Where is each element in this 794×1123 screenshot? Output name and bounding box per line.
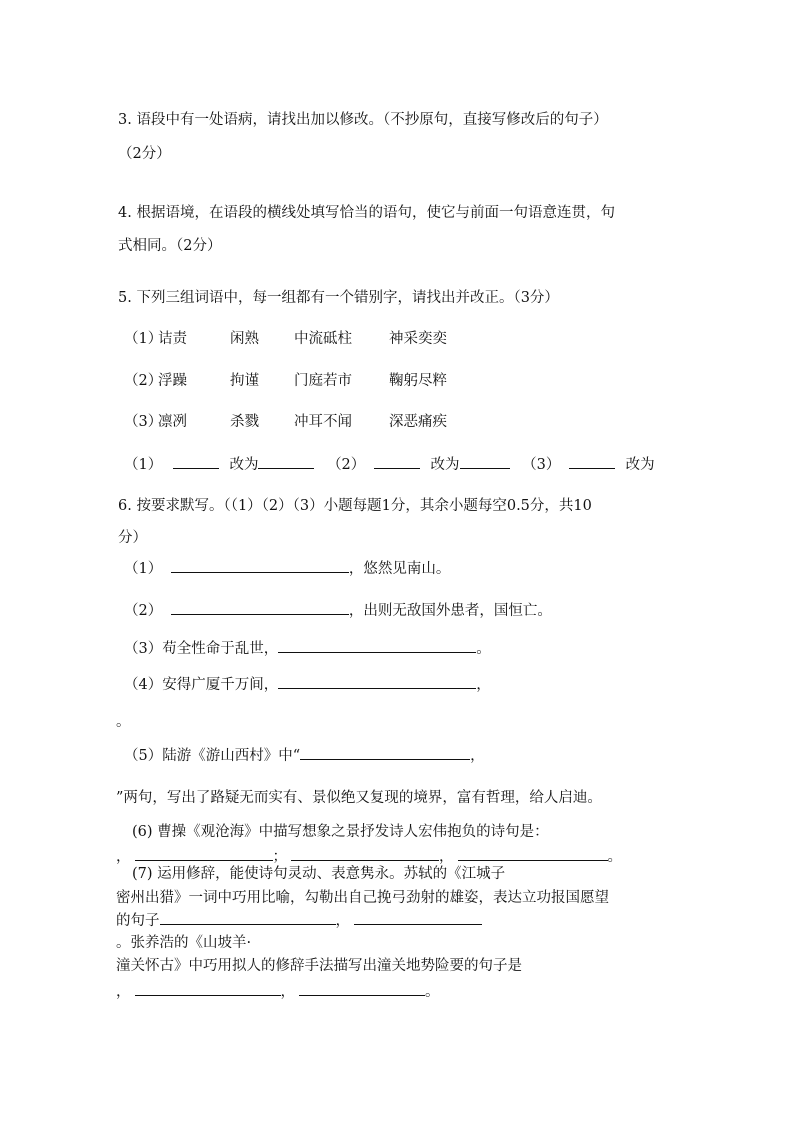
- answer-blank[interactable]: [278, 674, 476, 689]
- item-text: ，: [335, 913, 350, 929]
- answer-blank[interactable]: [354, 910, 482, 925]
- answer-blank[interactable]: [374, 454, 420, 469]
- answer-blank[interactable]: [171, 600, 349, 615]
- item-text: （3）苟全性命于乱世，: [124, 641, 279, 657]
- word: 鞠躬尽粹: [389, 373, 447, 389]
- group-num: （3）: [124, 414, 163, 430]
- word: 浮躁: [158, 373, 187, 389]
- q6-title-line2: 分）: [118, 530, 147, 546]
- q6-title-line1: 6. 按要求默写。（（1）（2）（3）小题每题1分，其余小题每空0.5分，共10: [118, 498, 592, 514]
- q3-line1: 3. 语段中有一处语病，请找出加以修改。（不抄原句，直接写修改后的句子）: [118, 112, 608, 128]
- q4-line1: 4. 根据语境，在语段的横线处填写恰当的语句，使它与前面一句语意连贯，句: [118, 205, 615, 221]
- q6-item-4-end: 。: [116, 714, 131, 730]
- answer-blank[interactable]: [299, 981, 425, 996]
- item-text: （4）安得广厦千万间，: [124, 677, 279, 693]
- item-text: （5）陆游《游山西村》中“: [124, 748, 301, 764]
- q6-item-7-line2: 密州出猎》一词中巧用比喻，勾勒出自己挽弓劲射的雄姿，表达立功报国愿望: [116, 890, 609, 906]
- item-num: （2）: [124, 603, 163, 619]
- answer-blank[interactable]: [171, 558, 349, 573]
- item-text: ，出则无敌国外患者，国恒亡。: [348, 603, 552, 619]
- answer-blank[interactable]: [278, 638, 476, 653]
- answer-num: （3）: [522, 457, 561, 473]
- q6-item-2: [124, 600, 552, 621]
- word: 诘责: [158, 331, 187, 347]
- item-text: ，: [116, 984, 131, 1000]
- item-end: 。: [425, 984, 440, 1000]
- q6-item-3: [124, 638, 491, 659]
- item-text: 的句子: [116, 913, 160, 929]
- group-num: （2）: [124, 373, 163, 389]
- answer-blank[interactable]: [258, 454, 314, 469]
- q6-item-1: [124, 558, 450, 579]
- item-text: ，悠然见南山。: [348, 561, 451, 577]
- change-label: 改为: [625, 457, 655, 473]
- answer-blank[interactable]: [458, 846, 608, 861]
- answer-num: （2）: [327, 457, 366, 473]
- word: 神采奕奕: [389, 331, 447, 347]
- item-text: ；: [272, 849, 287, 865]
- item-text: ，: [280, 984, 295, 1000]
- q5-group-2: [124, 371, 447, 391]
- q6-item-5-line2: ”两句，写出了路疑无而实有、景似绝又复现的境界，富有哲理，给人启迪。: [116, 790, 602, 806]
- q6-item-7-line1: (7) 运用修辞，能使诗句灵动、表意隽永。苏轼的《江城子: [132, 866, 506, 882]
- answer-blank[interactable]: [569, 454, 615, 469]
- answer-num: （1）: [124, 457, 163, 473]
- answer-blank[interactable]: [300, 745, 470, 760]
- item-end: ，: [470, 748, 485, 764]
- word: 冲耳不闻: [294, 414, 352, 430]
- q6-item-6: (6) 曹操《观沧海》中描写想象之景抒发诗人宏伟抱负的诗句是：: [132, 824, 549, 840]
- answer-blank[interactable]: [160, 910, 336, 925]
- word: 凛冽: [158, 414, 187, 430]
- change-label: 改为: [229, 457, 259, 473]
- q5-title: 5. 下列三组词语中，每一组都有一个错别字，请找出并改正。（3分）: [118, 290, 559, 306]
- group-num: （1）: [124, 331, 163, 347]
- q6-item-7-line4: 。张养浩的《山坡羊·: [116, 935, 252, 951]
- answer-blank[interactable]: [460, 454, 510, 469]
- word: 深恶痛疾: [389, 414, 447, 430]
- answer-blank[interactable]: [135, 846, 273, 861]
- answer-blank[interactable]: [173, 454, 219, 469]
- q5-group-1: [124, 329, 447, 349]
- item-num: （1）: [124, 561, 163, 577]
- q6-item-7-line5: 潼关怀古》中巧用拟人的修辞手法描写出潼关地势险要的句子是: [116, 958, 522, 974]
- q6-item-5: [124, 745, 485, 766]
- item-text: ，: [116, 849, 131, 865]
- q4-line2: 式相同。（2分）: [118, 238, 222, 254]
- item-end: ，: [476, 677, 491, 693]
- item-text: ，: [439, 849, 454, 865]
- q6-item-7-line6: [116, 981, 440, 1002]
- item-end: 。: [476, 641, 491, 657]
- word: 门庭若市: [294, 373, 352, 389]
- word: 闲熟: [230, 331, 259, 347]
- q6-item-4: [124, 674, 491, 695]
- word: 拘谨: [230, 373, 259, 389]
- word: 中流砥柱: [294, 331, 352, 347]
- q3-line2: （2分）: [118, 146, 171, 162]
- answer-blank[interactable]: [135, 981, 281, 996]
- answer-blank[interactable]: [291, 846, 439, 861]
- q5-answer-line: [124, 454, 655, 475]
- q5-group-3: [124, 412, 447, 432]
- change-label: 改为: [430, 457, 460, 473]
- item-end: 。: [607, 849, 622, 865]
- word: 杀戮: [230, 414, 259, 430]
- q6-item-7-line3: [116, 910, 482, 931]
